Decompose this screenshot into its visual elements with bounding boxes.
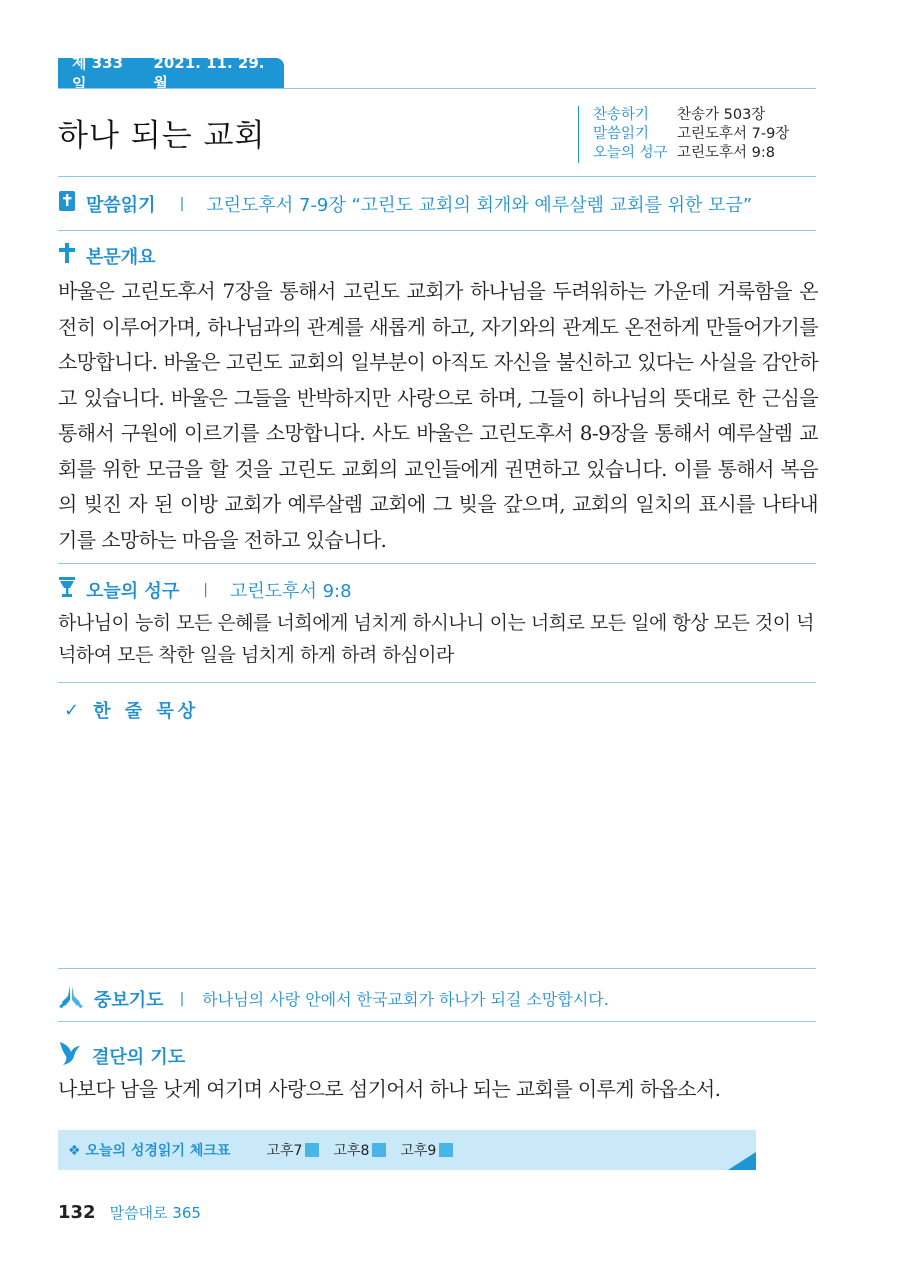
divider xyxy=(58,968,816,969)
checkmark-icon: ✓ xyxy=(64,699,84,721)
verse-text: 하나님이 능히 모든 은혜를 너희에게 넘치게 하시나니 이는 너희로 모든 일에 항상 모든 것이 넉넉하여 모든 착한 일을 넘치게 하게 하려 하심이라 xyxy=(58,612,815,666)
checklist-item-label: 고후8 xyxy=(333,1143,370,1159)
resolution-label: 결단의 기도 xyxy=(92,1046,186,1068)
separator: | xyxy=(179,990,185,1007)
info-row-verse xyxy=(593,144,789,163)
info-value: 고린도후서 9:8 xyxy=(677,145,775,161)
chalice-icon xyxy=(58,576,76,603)
summary-text: 바울은 고린도후서 7장을 통해서 고린도 교회가 하나님을 두려워하는 가운데 거룩함을 온전히 이루어가며, 하나님과의 관계를 새롭게 하고, 자기와의 관계도 온전하게 만들어가기를 소망합니다. 바울은 고린도 교회의 일부분이 아직도 자신을 불신하고 있다는 사실을 감안하고 있습니다. 바울은 그들을 반박하지만 사랑으로 하며, 그들이 하나님의 뜻대로 한 근심을 통해서 구원에 이르기를 소망합니다. 사도 바울은 고린도후서 8-9장을 통해서 예루살렘 교회를 위한 모금을 할 것을 고린도 교회의 교인들에게 권면하고 있습니다. 이를 통해서 복음의 빚진 자 된 이방 교회가 예루살렘 교회에 그 빚을 갚으며, 교회의 일치의 표시를 나타내기를 소망하는 마음을 전하고 있습니다. xyxy=(58,279,818,552)
divider xyxy=(58,563,816,564)
verse-label: 오늘의 성구 xyxy=(86,580,180,602)
corner-fold xyxy=(728,1152,756,1170)
info-box xyxy=(578,106,789,163)
intercession-header xyxy=(58,984,609,1013)
summary-label: 본문개요 xyxy=(86,246,156,268)
top-divider xyxy=(58,88,816,89)
checklist-item[interactable] xyxy=(266,1140,319,1160)
resolution-text: 나보다 남을 낫게 여기며 사랑으로 섬기어서 하나 되는 교회를 이루게 하옵소서. xyxy=(58,1077,721,1101)
verse-header xyxy=(58,576,352,603)
book-name: 말씀대로 365 xyxy=(109,1204,201,1222)
checkbox[interactable] xyxy=(372,1143,386,1157)
reading-reference: 고린도후서 7-9장 “고린도 교회의 회개와 예루살렘 교회를 위한 모금” xyxy=(206,194,753,216)
divider xyxy=(58,682,816,683)
info-key: 오늘의 성구 xyxy=(593,145,668,161)
day-number: 제 333일 xyxy=(72,54,124,93)
info-row-reading xyxy=(593,125,789,144)
info-key: 찬송하기 xyxy=(593,107,650,123)
cross-icon xyxy=(58,242,76,269)
praying-hands-icon xyxy=(58,984,84,1013)
page-number: 132 xyxy=(58,1202,96,1223)
intercession-label: 중보기도 xyxy=(94,989,164,1011)
page-footer xyxy=(58,1202,201,1223)
info-row-hymn xyxy=(593,106,789,125)
checklist-item-label: 고후7 xyxy=(266,1143,303,1159)
checklist-item[interactable] xyxy=(333,1140,386,1160)
checkbox[interactable] xyxy=(439,1143,453,1157)
info-value: 찬송가 503장 xyxy=(677,107,766,123)
page-title: 하나 되는 교회 xyxy=(58,118,266,154)
reading-checklist xyxy=(58,1130,756,1170)
resolution-header xyxy=(58,1040,185,1071)
diamond-icon: ❖ xyxy=(68,1143,81,1159)
meditation-header xyxy=(64,697,199,723)
checklist-title xyxy=(68,1140,230,1160)
checkbox[interactable] xyxy=(305,1143,319,1157)
checklist-item[interactable] xyxy=(400,1140,453,1160)
meditation-label: 한 줄 묵상 xyxy=(93,701,200,722)
reading-header xyxy=(58,190,752,217)
intercession-text: 하나님의 사랑 안에서 한국교회가 하나가 되길 소망합시다. xyxy=(202,990,609,1009)
bible-icon xyxy=(58,190,76,217)
divider xyxy=(58,230,816,231)
info-key: 말씀읽기 xyxy=(593,126,650,142)
dove-icon xyxy=(58,1040,82,1071)
day-badge xyxy=(58,53,284,93)
info-value: 고린도후서 7-9장 xyxy=(677,126,790,142)
divider xyxy=(58,176,816,177)
summary-header xyxy=(58,242,156,269)
checklist-item-label: 고후9 xyxy=(400,1143,437,1159)
verse-reference: 고린도후서 9:8 xyxy=(229,580,352,602)
date-text: 2021. 11. 29. 월 xyxy=(153,53,265,92)
separator: | xyxy=(203,581,208,598)
reading-label: 말씀읽기 xyxy=(86,194,156,216)
separator: | xyxy=(179,195,185,212)
checklist-title-text: 오늘의 성경읽기 체크표 xyxy=(85,1143,231,1159)
divider xyxy=(58,1021,816,1022)
